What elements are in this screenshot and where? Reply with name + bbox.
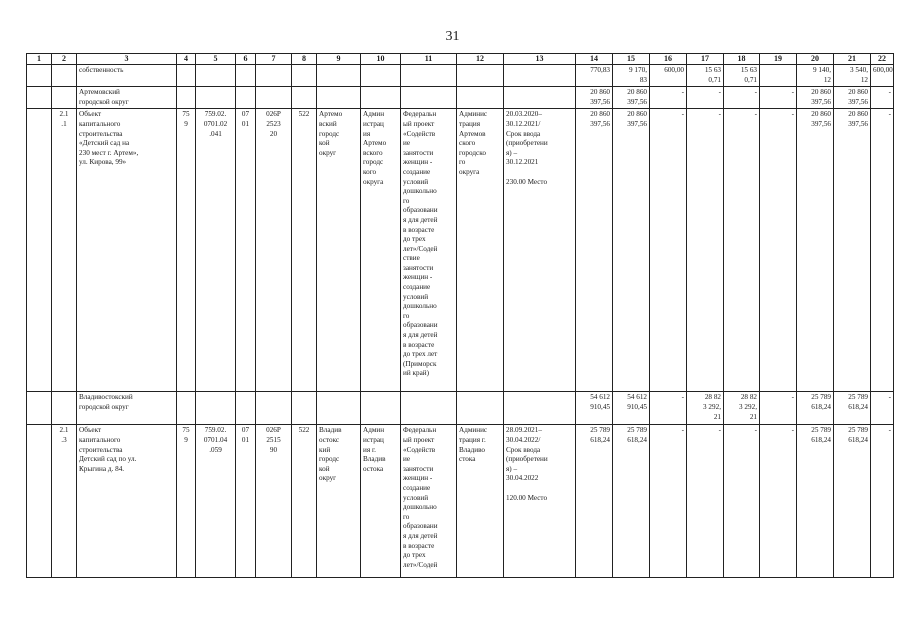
col-header: 21 bbox=[834, 54, 871, 65]
cell-col-6 bbox=[236, 392, 256, 425]
cell-col-19: - bbox=[760, 425, 797, 578]
col-header: 5 bbox=[196, 54, 236, 65]
cell-col-20: 9 140, 12 bbox=[797, 65, 834, 87]
col-header: 3 bbox=[77, 54, 177, 65]
cell-col-13 bbox=[504, 65, 576, 87]
cell-col-1 bbox=[27, 87, 52, 109]
col-header: 18 bbox=[724, 54, 760, 65]
cell-col-15: 25 789 618,24 bbox=[613, 425, 650, 578]
cell-col-6 bbox=[236, 65, 256, 87]
cell-col-11 bbox=[401, 65, 457, 87]
cell-col-7 bbox=[256, 392, 292, 425]
cell-col-18: - bbox=[724, 425, 760, 578]
cell-col-9 bbox=[317, 392, 361, 425]
cell-col-3: Объект капитального строительства «Детский сад на 230 мест г. Артем», ул. Кирова, 99» bbox=[77, 109, 177, 392]
cell-col-21: 25 789 618,24 bbox=[834, 425, 871, 578]
cell-col-13: 28.09.2021– 30.04.2022/ Срок ввода (приобретени я) – 30.04.2022 120.00 Место bbox=[504, 425, 576, 578]
cell-col-2 bbox=[52, 87, 77, 109]
cell-col-21: 20 860 397,56 bbox=[834, 87, 871, 109]
col-header: 7 bbox=[256, 54, 292, 65]
cell-col-15: 20 860 397,56 bbox=[613, 109, 650, 392]
cell-col-21: 3 540, 12 bbox=[834, 65, 871, 87]
col-header: 2 bbox=[52, 54, 77, 65]
col-header: 1 bbox=[27, 54, 52, 65]
cell-col-1 bbox=[27, 392, 52, 425]
cell-col-17: - bbox=[687, 87, 724, 109]
cell-col-17: 28 82 3 292, 21 bbox=[687, 392, 724, 425]
object-row bbox=[27, 109, 894, 392]
cell-col-20: 25 789 618,24 bbox=[797, 425, 834, 578]
cell-col-18: 15 63 0,71 bbox=[724, 65, 760, 87]
subtotal-row bbox=[27, 392, 894, 425]
cell-col-15: 9 170, 83 bbox=[613, 65, 650, 87]
cell-col-5: 759.02. 0701.02 .041 bbox=[196, 109, 236, 392]
cell-col-19: - bbox=[760, 392, 797, 425]
cell-col-6: 07 01 bbox=[236, 109, 256, 392]
cell-col-21: 20 860 397,56 bbox=[834, 109, 871, 392]
cell-col-16: - bbox=[650, 392, 687, 425]
cell-col-15: 54 612 910,45 bbox=[613, 392, 650, 425]
cell-col-22: - bbox=[871, 109, 894, 392]
cell-col-22: - bbox=[871, 425, 894, 578]
cell-col-5: 759.02. 0701.04 .059 bbox=[196, 425, 236, 578]
cell-col-3: Объект капитального строительства Детский сад по ул. Крыгина д. 84. bbox=[77, 425, 177, 578]
cell-col-16: 600,00 bbox=[650, 65, 687, 87]
col-header: 15 bbox=[613, 54, 650, 65]
cell-col-7: 026P 2523 20 bbox=[256, 109, 292, 392]
cell-col-14: 25 789 618,24 bbox=[576, 425, 613, 578]
cell-col-10: Админ истрац ия г. Владив остока bbox=[361, 425, 401, 578]
cell-col-2: 2.1 .3 bbox=[52, 425, 77, 578]
cell-col-13: 20.03.2020– 30.12.2021/ Срок ввода (приобретени я) – 30.12.2021 230.00 Место bbox=[504, 109, 576, 392]
col-header: 13 bbox=[504, 54, 576, 65]
cell-col-8 bbox=[292, 65, 317, 87]
budget-table bbox=[26, 53, 894, 578]
cell-col-22: 600,00 bbox=[871, 65, 894, 87]
cell-col-17: 15 63 0,71 bbox=[687, 65, 724, 87]
cell-col-6 bbox=[236, 87, 256, 109]
cell-col-9: Владив остокс кий городс кой округ bbox=[317, 425, 361, 578]
cell-col-11: Федеральн ый проект «Содейств ие занятости женщин - создание условий дошкольно го образовани я для детей в возрасте до трех лет»/Содей ствие занятости женщин - создание условий дошкольно го образовани я для детей в возрасте до трех лет (Приморск ий край) bbox=[401, 109, 457, 392]
cell-col-14: 54 612 910,45 bbox=[576, 392, 613, 425]
cell-col-14: 20 860 397,56 bbox=[576, 87, 613, 109]
cell-col-8: 522 bbox=[292, 425, 317, 578]
cell-col-2 bbox=[52, 392, 77, 425]
cell-col-1 bbox=[27, 109, 52, 392]
cell-col-3: Артемовский городской округ bbox=[77, 87, 177, 109]
cell-col-18: 28 82 3 292, 21 bbox=[724, 392, 760, 425]
cell-col-16: - bbox=[650, 425, 687, 578]
cell-col-20: 20 860 397,56 bbox=[797, 87, 834, 109]
col-header: 9 bbox=[317, 54, 361, 65]
cell-col-10 bbox=[361, 65, 401, 87]
cell-col-8: 522 bbox=[292, 109, 317, 392]
cell-col-2 bbox=[52, 65, 77, 87]
cell-col-8 bbox=[292, 87, 317, 109]
cell-col-20: 20 860 397,56 bbox=[797, 109, 834, 392]
cell-col-16: - bbox=[650, 87, 687, 109]
cell-col-10: Админ истрац ия Артемо вского городс кого округа bbox=[361, 109, 401, 392]
cell-col-9 bbox=[317, 87, 361, 109]
cell-col-9 bbox=[317, 65, 361, 87]
cell-col-14: 20 860 397,56 bbox=[576, 109, 613, 392]
cell-col-14: 770,83 bbox=[576, 65, 613, 87]
object-row bbox=[27, 425, 894, 578]
cell-col-17: - bbox=[687, 425, 724, 578]
cell-col-5 bbox=[196, 392, 236, 425]
col-header: 19 bbox=[760, 54, 797, 65]
cell-col-3: Владивостокский городской округ bbox=[77, 392, 177, 425]
cell-col-19: - bbox=[760, 109, 797, 392]
cell-col-22: - bbox=[871, 87, 894, 109]
cell-col-17: - bbox=[687, 109, 724, 392]
col-header: 17 bbox=[687, 54, 724, 65]
col-header: 6 bbox=[236, 54, 256, 65]
subtotal-row bbox=[27, 87, 894, 109]
col-header: 20 bbox=[797, 54, 834, 65]
cell-col-3: собственность bbox=[77, 65, 177, 87]
cell-col-11 bbox=[401, 392, 457, 425]
cell-col-12: Админис трация г. Владиво стока bbox=[457, 425, 504, 578]
cell-col-4 bbox=[177, 65, 196, 87]
col-header: 14 bbox=[576, 54, 613, 65]
cell-col-19: - bbox=[760, 87, 797, 109]
cell-col-4 bbox=[177, 87, 196, 109]
cell-col-21: 25 789 618,24 bbox=[834, 392, 871, 425]
cell-col-12 bbox=[457, 87, 504, 109]
cell-col-11 bbox=[401, 87, 457, 109]
cell-col-4: 75 9 bbox=[177, 425, 196, 578]
cell-col-4 bbox=[177, 392, 196, 425]
cell-col-7 bbox=[256, 87, 292, 109]
cell-col-16: - bbox=[650, 109, 687, 392]
cell-col-10 bbox=[361, 392, 401, 425]
cell-col-19 bbox=[760, 65, 797, 87]
cell-col-2: 2.1 .1 bbox=[52, 109, 77, 392]
cell-col-6: 07 01 bbox=[236, 425, 256, 578]
cell-col-1 bbox=[27, 425, 52, 578]
cell-col-18: - bbox=[724, 87, 760, 109]
cell-col-20: 25 789 618,24 bbox=[797, 392, 834, 425]
cell-col-8 bbox=[292, 392, 317, 425]
cell-col-5 bbox=[196, 65, 236, 87]
col-header: 8 bbox=[292, 54, 317, 65]
cell-col-11: Федеральн ый проект «Содейств ие занятости женщин - создание условий дошкольно го образовани я для детей в возрасте до трех лет»/Содей bbox=[401, 425, 457, 578]
cell-col-12: Админис трация Артемов ского городско го округа bbox=[457, 109, 504, 392]
cell-col-5 bbox=[196, 87, 236, 109]
cell-col-7: 026P 2515 90 bbox=[256, 425, 292, 578]
cell-col-7 bbox=[256, 65, 292, 87]
col-header: 16 bbox=[650, 54, 687, 65]
col-header: 12 bbox=[457, 54, 504, 65]
page-number: 31 bbox=[445, 29, 460, 44]
cell-col-1 bbox=[27, 65, 52, 87]
cell-col-22: - bbox=[871, 392, 894, 425]
col-header: 11 bbox=[401, 54, 457, 65]
cell-col-13 bbox=[504, 87, 576, 109]
header-row bbox=[27, 54, 894, 65]
summary-row bbox=[27, 65, 894, 87]
cell-col-12 bbox=[457, 392, 504, 425]
col-header: 10 bbox=[361, 54, 401, 65]
col-header: 22 bbox=[871, 54, 894, 65]
cell-col-15: 20 860 397,56 bbox=[613, 87, 650, 109]
cell-col-4: 75 9 bbox=[177, 109, 196, 392]
cell-col-9: Артемо вский городс кой округ bbox=[317, 109, 361, 392]
cell-col-12 bbox=[457, 65, 504, 87]
cell-col-13 bbox=[504, 392, 576, 425]
col-header: 4 bbox=[177, 54, 196, 65]
cell-col-18: - bbox=[724, 109, 760, 392]
cell-col-10 bbox=[361, 87, 401, 109]
